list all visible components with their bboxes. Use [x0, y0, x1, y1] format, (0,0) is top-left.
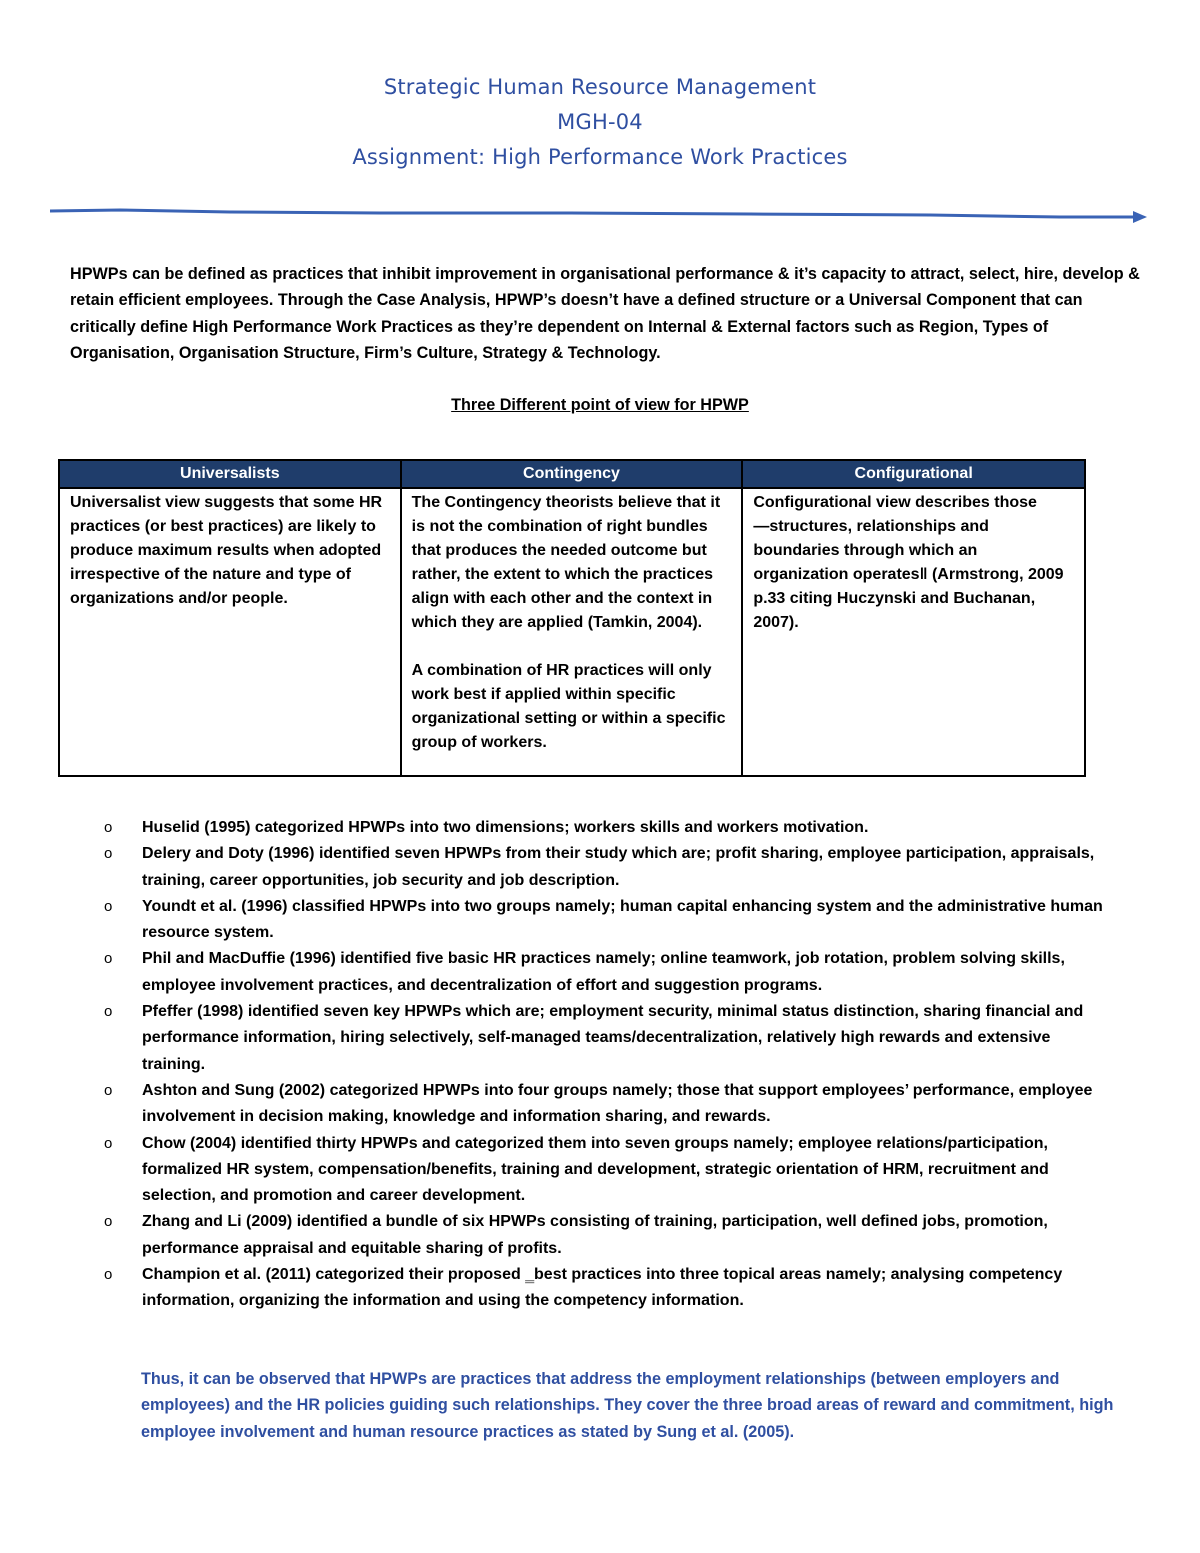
table-header-row [59, 460, 1085, 488]
list-item [100, 1209, 1110, 1262]
contingency-text-2: A combination of HR practices will only work best if applied within specific organizational setting or within a specific group of workers. [411, 662, 726, 751]
list-item-text: Delery and Doty (1996) identified seven HPWPs from their study which are; profit sharing, employee participation, appraisals, training, career opportunities, job security and job description. [142, 845, 1095, 889]
configurational-text: Configurational view describes those ―structures, relationships and boundaries through which an organization operates‖ (Armstrong, 2009 p.33 citing Huczynski and Buchanan, 2007). [753, 494, 1064, 631]
table-row [59, 488, 1085, 776]
bullet-icon: o [104, 1213, 113, 1231]
bullet-icon: o [104, 1081, 113, 1099]
course-code: MGH-04 [557, 110, 643, 134]
document-header [0, 70, 1200, 175]
course-title: Strategic Human Resource Management [383, 75, 817, 99]
studies-list [100, 815, 1110, 1315]
bullet-icon: o [104, 897, 113, 915]
list-item-text: Zhang and Li (2009) identified a bundle of six HPWPs consisting of training, participation, well defined jobs, promotion, performance appraisal and equitable sharing of profits. [142, 1213, 1048, 1257]
bullet-icon: o [104, 819, 113, 836]
bullet-icon: o [104, 845, 113, 863]
header-universalists: Universalists [59, 460, 401, 488]
bullet-icon: o [104, 1266, 113, 1284]
list-item-text: Ashton and Sung (2002) categorized HPWPs into four groups namely; those that support employees’ performance, employee involvement in decision making, knowledge and information sharing, and rewards. [142, 1081, 1093, 1126]
list-item [100, 841, 1110, 894]
cell-contingency [401, 488, 743, 776]
list-item-text: Huselid (1995) categorized HPWPs into two dimensions; workers skills and workers motivation. [142, 819, 869, 836]
contingency-text-1: The Contingency theorists believe that it is not the combination of right bundles that produces the needed outcome but rather, the extent to which the practices align with each other and the context in which they are applied (Tamkin, 2004). [411, 494, 721, 631]
section-subheading: Three Different point of view for HPWP [451, 396, 749, 414]
header-contingency: Contingency [401, 460, 743, 488]
conclusion-paragraph: Thus, it can be observed that HPWPs are practices that address the employment relationships (between employers and employees) and the HR policies guiding such relationships. They cover the three broad areas of reward and commitment, high employee involvement and human resource practices as stated by Sung et al. (2005). [141, 1370, 1114, 1441]
list-item-text: Phil and MacDuffie (1996) identified five basic HR practices namely; online teamwork, job rotation, problem solving skills, employee involvement practices, and decentralization of effort and suggestion programs. [142, 950, 1065, 994]
intro-paragraph: HPWPs can be defined as practices that inhibit improvement in organisational performance & it’s capacity to attract, select, hire, develop & retain efficient employees. Through the Case Analysis, HPWP’s doesn’t have a defined structure or a Universal Component that can critically define High Performance Work Practices as they’re dependent on Internal & External factors such as Region, Types of Organisation, Organisation Structure, Firm’s Culture, Strategy & Technology. [70, 265, 1140, 362]
list-item [100, 946, 1110, 999]
cell-universalists [59, 488, 401, 776]
bullet-icon: o [104, 1134, 113, 1152]
list-item [100, 1131, 1110, 1210]
bullet-icon: o [104, 1003, 113, 1021]
viewpoints-table [58, 459, 1086, 777]
list-item-text: Pfeffer (1998) identified seven key HPWPs which are; employment security, minimal status distinction, sharing financial and performance information, hiring selectively, self-managed teams/decentralization, relatively high rewards and extensive training. [142, 1003, 1084, 1073]
list-item [100, 999, 1110, 1078]
bullet-icon: o [104, 950, 113, 968]
list-item [100, 1262, 1110, 1315]
list-item-text: Youndt et al. (1996) classified HPWPs into two groups namely; human capital enhancing system and the administrative human resource system. [142, 897, 1103, 942]
header-arrow-divider [50, 205, 1152, 225]
universalists-text: Universalist view suggests that some HR practices (or best practices) are likely to produce maximum results when adopted irrespective of the nature and type of organizations and/or people. [70, 494, 383, 607]
list-item [100, 1078, 1110, 1131]
list-item [100, 815, 1110, 841]
header-configurational: Configurational [742, 460, 1085, 488]
list-item-text: Chow (2004) identified thirty HPWPs and categorized them into seven groups namely; employee relations/participation, formalized HR system, compensation/benefits, training and development, strategic orientation of HRM, recruitment and selection, and promotion and career development. [142, 1134, 1049, 1205]
list-item-text: Champion et al. (2011) categorized their proposed ‗best practices into three topical areas namely; analysing competency information, organizing the information and using the competency information. [142, 1266, 1063, 1310]
list-item [100, 894, 1110, 947]
cell-configurational [742, 488, 1085, 776]
assignment-title: Assignment: High Performance Work Practices [352, 145, 848, 169]
